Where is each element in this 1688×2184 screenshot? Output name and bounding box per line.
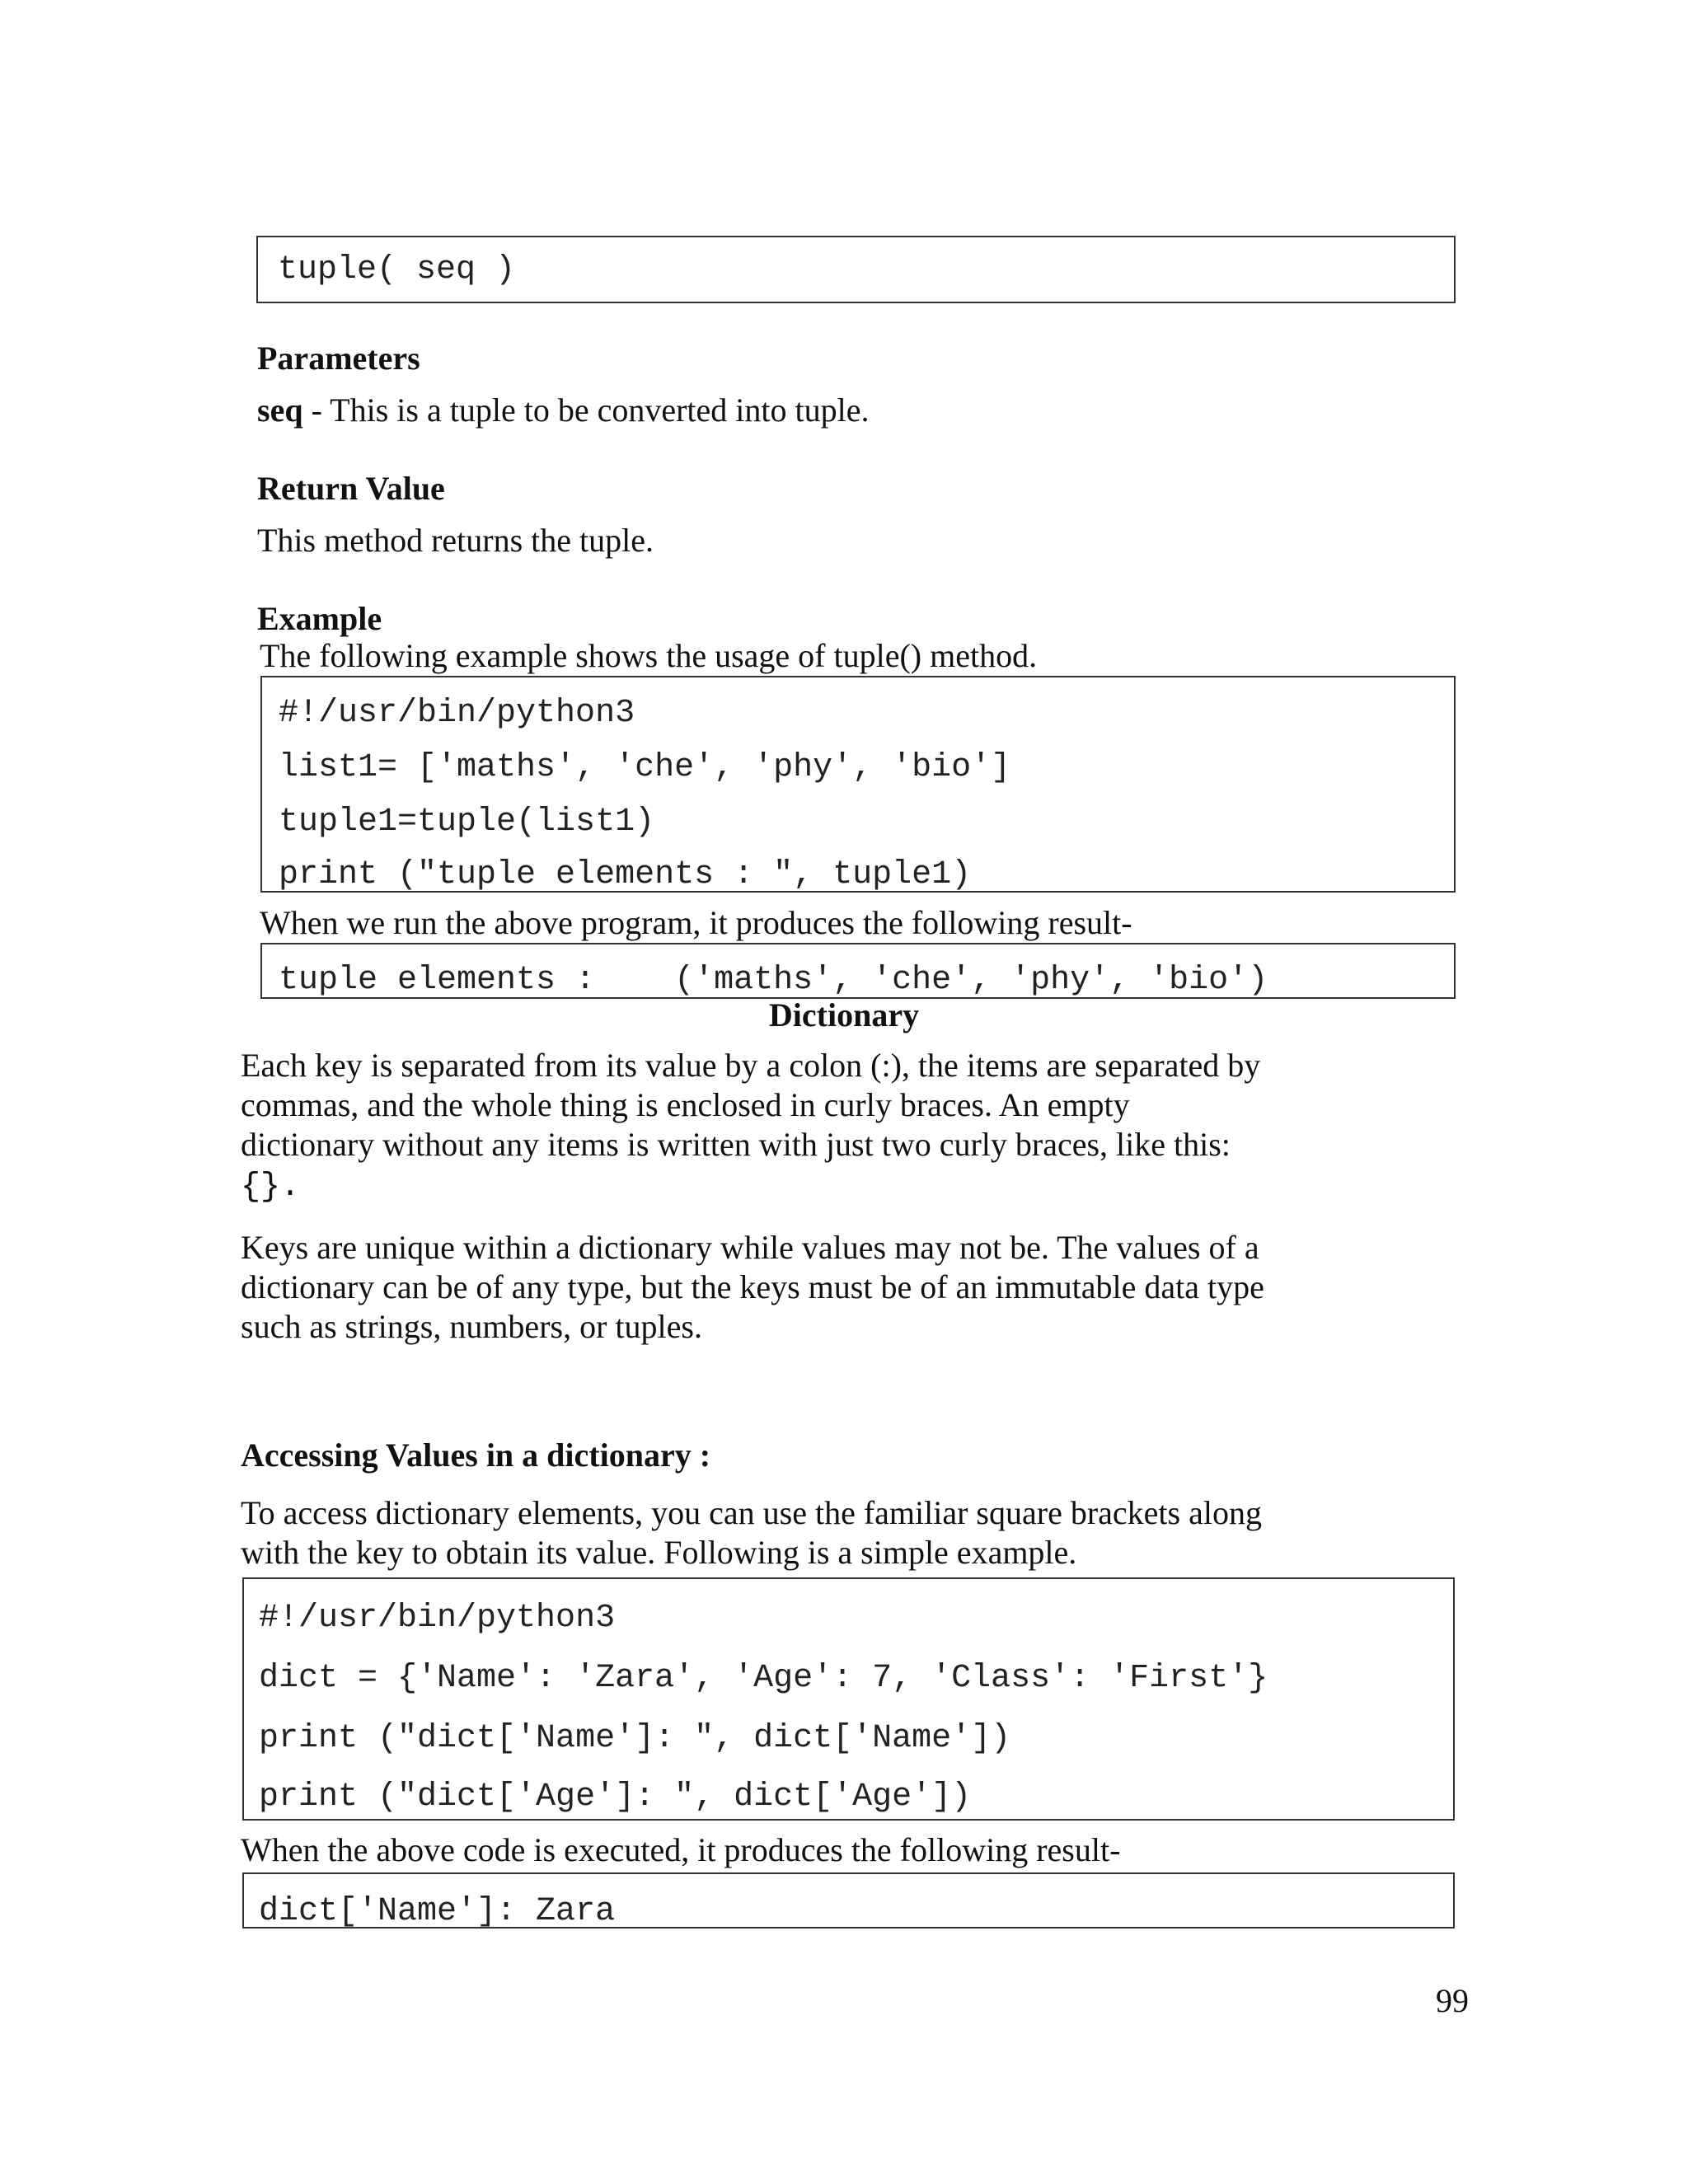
period: . [280,1169,301,1206]
accessing-intro [241,1493,1312,1572]
dictionary-title: Dictionary [768,996,920,1033]
accessing-result-block [242,1872,1455,1929]
dictionary-paragraph-1 [241,1046,1312,1207]
code-line: print ("tuple elements : ", tuple1) [279,856,972,893]
parameter-text: - This is a tuple to be converted into tuple. [302,391,870,429]
parameter-name: seq [257,391,303,429]
code-line: #!/usr/bin/python3 [259,1600,616,1637]
result-line: dict['Name']: Zara [259,1893,616,1929]
page-number: 99 [1436,1982,1469,2019]
parameters-description [257,391,869,430]
result-line: tuple elements : ('maths', 'che', 'phy', 'bio') [279,962,1268,999]
example-heading: Example [257,600,382,637]
curly-braces-code: {} [241,1169,281,1206]
code-line: #!/usr/bin/python3 [279,695,635,732]
code-line: tuple1=tuple(list1) [279,804,655,841]
example-intro: The following example shows the usage of tuple() method. [260,637,1038,674]
example-result-intro: When we run the above program, it produces the following result- [260,904,1132,941]
paragraph-line: commas, and the whole thing is enclosed in curly braces. An empty [241,1086,1130,1123]
return-value-heading: Return Value [257,470,445,507]
parameters-heading: Parameters [257,340,420,377]
syntax-code-block [256,236,1456,303]
code-line: print ("dict['Age']: ", dict['Age']) [259,1779,972,1816]
accessing-heading: Accessing Values in a dictionary : [241,1436,711,1474]
paragraph-line-last [241,1165,1312,1207]
paragraph-line: with the key to obtain its value. Following is a simple example. [241,1534,1077,1571]
code-line: print ("dict['Name']: ", dict['Name']) [259,1720,1011,1757]
dictionary-paragraph-2 [241,1228,1312,1347]
paragraph-line: dictionary can be of any type, but the keys must be of an immutable data type [241,1268,1264,1305]
return-value-text: This method returns the tuple. [257,522,654,559]
accessing-result-intro: When the above code is executed, it produces the following result- [241,1831,1121,1868]
paragraph-line: Keys are unique within a dictionary while values may not be. The values of a [241,1229,1259,1266]
code-line: tuple( seq ) [278,251,516,288]
paragraph-line: dictionary without any items is written with just two curly braces, like this: [241,1126,1231,1163]
paragraph-line: To access dictionary elements, you can use the familiar square brackets along [241,1494,1262,1531]
code-line: list1= ['maths', 'che', 'phy', 'bio'] [279,749,1011,786]
example-result-block [260,943,1456,999]
example-code-block [260,676,1456,893]
paragraph-line: such as strings, numbers, or tuples. [241,1308,702,1345]
paragraph-line: Each key is separated from its value by a colon (:), the items are separated by [241,1047,1261,1084]
accessing-code-block [242,1577,1455,1821]
code-line: dict = {'Name': 'Zara', 'Age': 7, 'Class': 'First'} [259,1660,1268,1697]
